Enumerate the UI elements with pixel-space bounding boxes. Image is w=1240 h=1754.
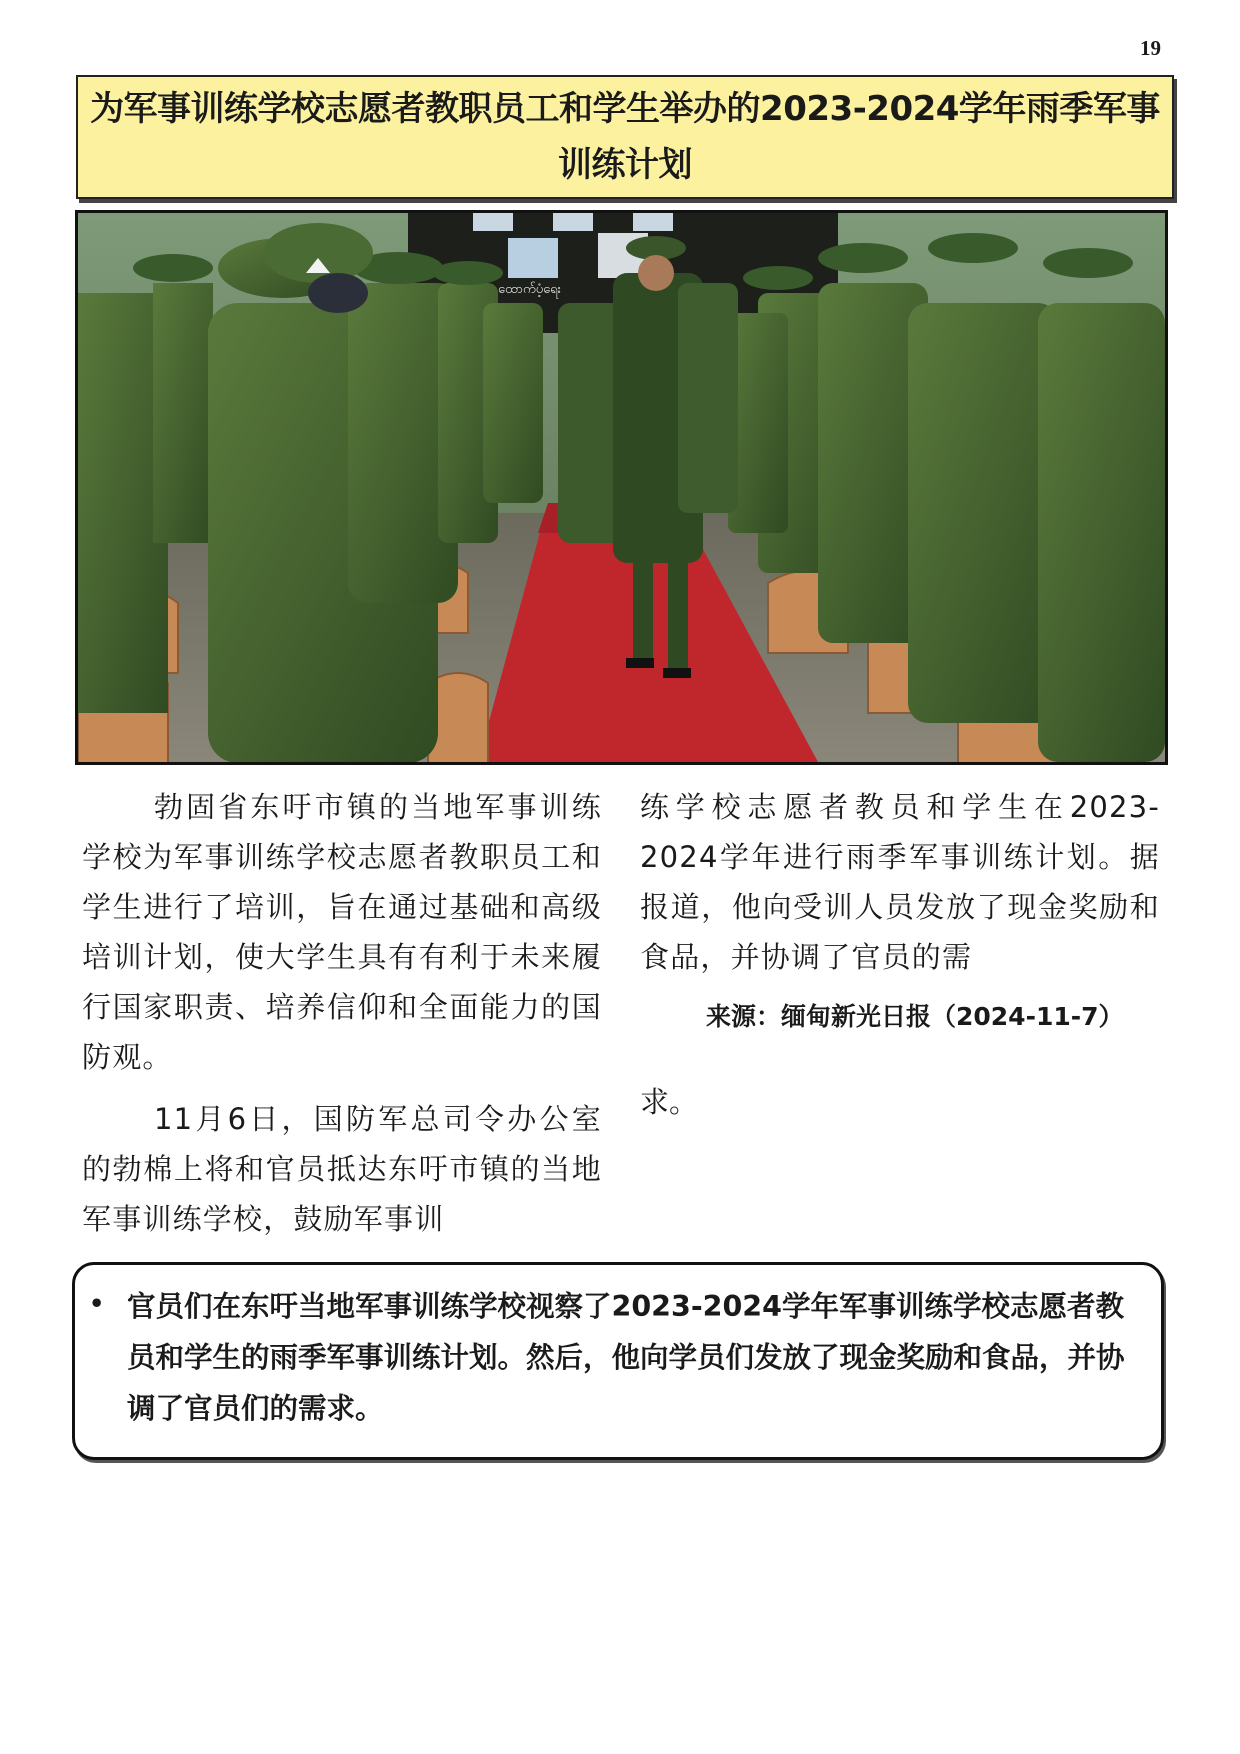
source-citation: 来源：缅甸新光日报（2024-11-7） [706,1002,1124,1031]
article-left-column [82,782,602,1256]
article-right-column [640,782,1160,994]
bullet-icon: • [89,1289,105,1318]
title-box [76,75,1174,199]
article-continuation: 求。 [640,1085,699,1119]
page-title: 为军事训练学校志愿者教职员工和学生举办的2023-2024学年雨季军事训练计划 [90,89,1160,185]
photo-icon [78,213,1165,762]
page-number: 19 [1140,36,1161,60]
summary-box [72,1262,1164,1460]
summary-text: 官员们在东吁当地军事训练学校视察了2023-2024学年军事训练学校志愿者教员和学生的雨季军事训练计划。然后，他向学员们发放了现金奖励和食品，并协调了官员们的需求。 [127,1290,1125,1425]
banner-text: ထောက်ပံ့ရေး [498,282,561,297]
article-paragraph-1: 勃固省东吁市镇的当地军事训练学校为军事训练学校志愿者教职员工和学生进行了培训，旨在通过基础和高级培训计划，使大学生具有有利于未来履行国家职责、培养信仰和全面能力的国防观。 [82,790,602,1074]
article-paragraph-2: 11月6日，国防军总司令办公室的勃棉上将和官员抵达东吁市镇的当地军事训练学校，鼓励军事训 [82,1102,602,1236]
article-paragraph-3: 练学校志愿者教员和学生在2023-2024学年进行雨季军事训练计划。据报道，他向受训人员发放了现金奖励和食品，并协调了官员的需 [640,790,1160,974]
news-photo [75,210,1168,765]
